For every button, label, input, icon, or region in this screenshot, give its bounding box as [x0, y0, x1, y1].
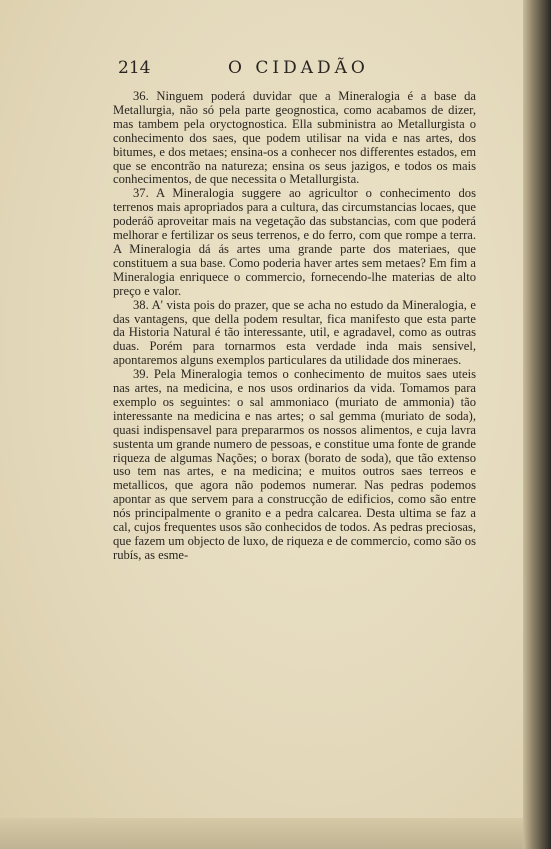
paragraph-38	[113, 299, 476, 369]
body-text	[113, 90, 476, 563]
running-title: O CIDADÃO	[228, 58, 369, 78]
page-number: 214	[118, 58, 151, 78]
paragraph-37-text: 37. A Mineralogia suggere ao agricultor o conhecimento dos terrenos mais apropriados para a cultura, das circumstancias locaes, que poderáõ aproveitar mais na vegetação das substancias, com que poderá melhorar e fertilizar os seus terrenos, e do ferro, com que rompe a terra. A Mineralogia dá ás artes uma grande parte dos materiaes, que constituem a sua base. Como poderia haver artes sem metaes? Em fim a Mineralogia enriquece o commercio, fornecendo-lhe materias de alto preço e valor.	[113, 186, 476, 298]
page-header	[118, 58, 478, 82]
paragraph-39-text: 39. Pela Mineralogia temos o conhecimento de muitos saes uteis nas artes, na medicina, e nos usos ordinarios da vida. Tomamos para exemplo os seguintes: o sal ammoniaco (muriato de ammonia) tão interessante na medicina e nas artes; o sal gemma (muriato de soda), quasi indispensavel para prepararmos os nossos alimentos, e cuja lavra sustenta um grande numero de pessoas, e constitue uma fonte de grande riqueza de algumas Nações; o borax (borato de soda), que tão extenso uso tem nas artes, e na medicina; e muitos outros saes terreos e metallicos, que agora não podemos numerar. Nas pedras podemos apontar as que servem para a construcção de edificios, como são entre nós principalmente o granito e a pedra calcarea. Desta ultima se faz a cal, cujos frequentes usos são conhecidos de todos. As pedras preciosas, que fazem um objecto de luxo, de riqueza e de commercio, como são os rubís, as esme-	[113, 367, 476, 562]
page-edge-shadow	[523, 0, 551, 849]
page-bottom-margin	[0, 818, 528, 849]
paragraph-39	[113, 368, 476, 563]
paragraph-37	[113, 187, 476, 298]
paragraph-38-text: 38. A' vista pois do prazer, que se acha no estudo da Mineralogia, e das vantagens, que della podem resultar, fica manifesto que esta parte da Historia Natural é tão interessante, util, e agradavel, como as outras duas. Porém para tornarmos esta verdade inda mais sensivel, apontaremos alguns exemplos particulares da utilidade dos mineraes.	[113, 297, 476, 368]
paragraph-36-text: 36. Ninguem poderá duvidar que a Mineralogia é a base da Metallurgia, não só pela parte geognostica, como acabamos de dizer, mas tambem pela oryctognostica. Ella subministra ao Metallurgista o conhecimento dos saes, que podem utilisar na vida e nas artes, dos bitumes, e dos metaes; ensina-os a conhecer nos differentes estados, em que se encontrão na natureza; ensina os seus jazigos, e todos os mais conhecimentos, de que necessita o Metallurgista.	[113, 89, 476, 187]
paragraph-36	[113, 90, 476, 187]
